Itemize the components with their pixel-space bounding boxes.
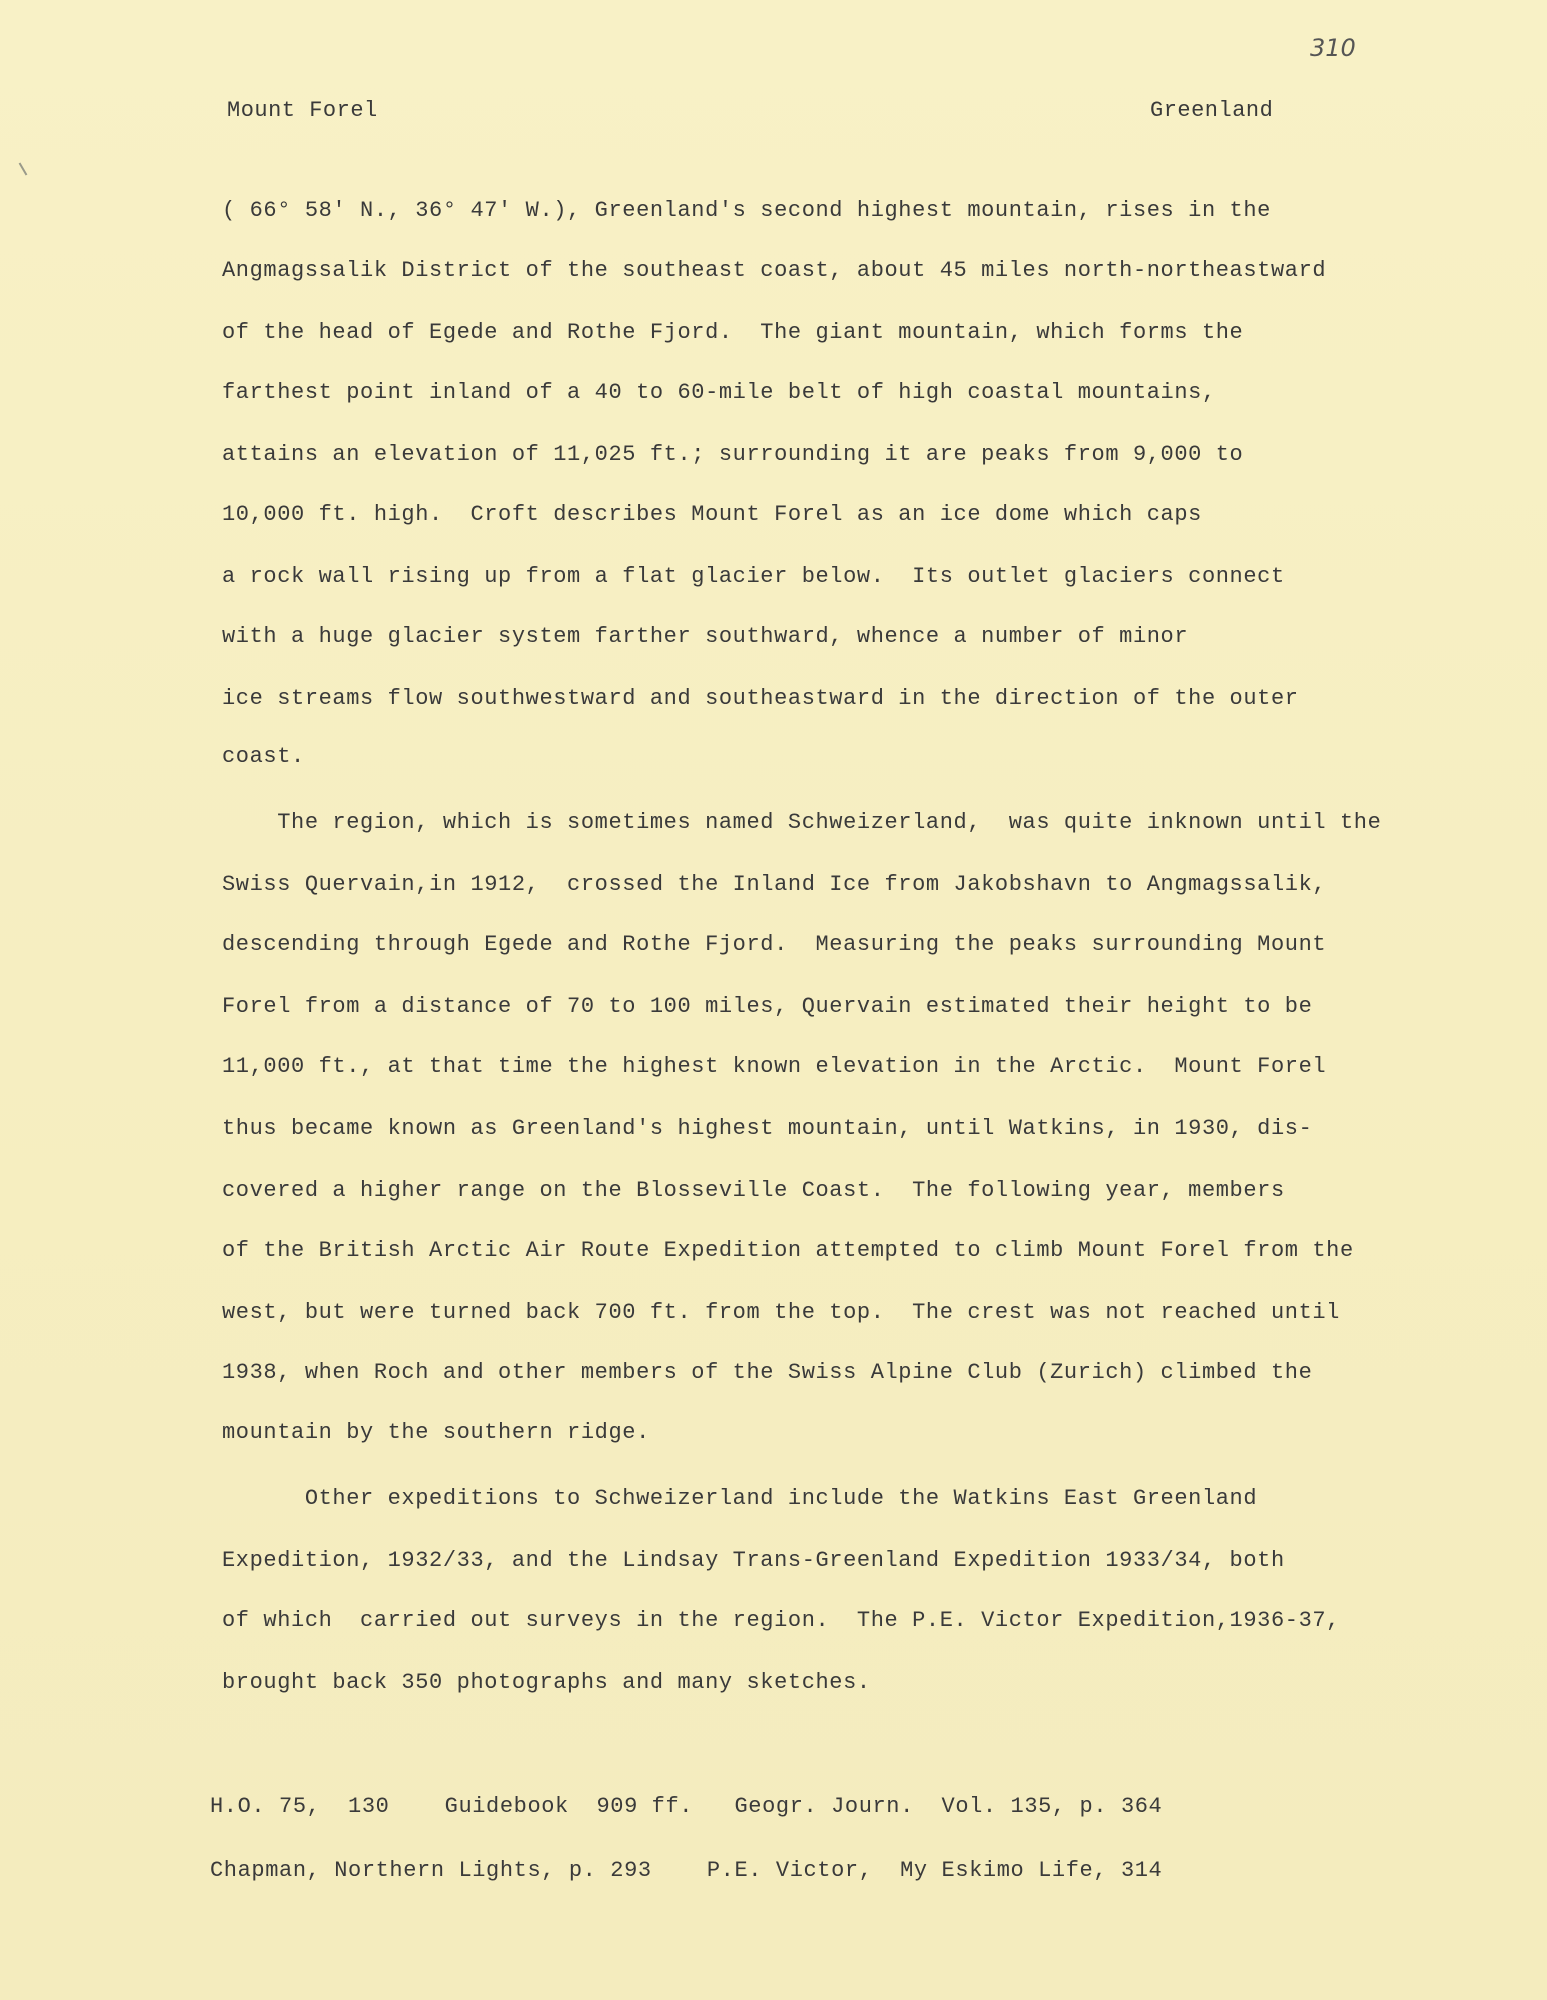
text-line: with a huge glacier system farther southward, whence a number of minor [222,624,1189,649]
stray-mark [19,162,28,175]
text-line: coast. [222,744,305,769]
text-line: Forel from a distance of 70 to 100 miles, Quervain estimated their height to be [222,994,1313,1019]
text-line: attains an elevation of 11,025 ft.; surrounding it are peaks from 9,000 to [222,442,1244,467]
text-line: thus became known as Greenland's highest mountain, until Watkins, in 1930, dis- [222,1116,1313,1141]
text-line: ice streams flow southwestward and southeastward in the direction of the outer [222,686,1299,711]
text-line: of the head of Egede and Rothe Fjord. The giant mountain, which forms the [222,320,1244,345]
reference-line: H.O. 75, 130 Guidebook 909 ff. Geogr. Journ. Vol. 135, p. 364 [210,1794,1163,1819]
reference-line: Chapman, Northern Lights, p. 293 P.E. Victor, My Eskimo Life, 314 [210,1858,1163,1883]
text-line: 11,000 ft., at that time the highest known elevation in the Arctic. Mount Forel [222,1054,1327,1079]
document-title: Mount Forel [227,98,378,123]
text-line: mountain by the southern ridge. [222,1420,650,1445]
text-line: of which carried out surveys in the region. The P.E. Victor Expedition,1936-37, [222,1608,1340,1633]
text-line: brought back 350 photographs and many sketches. [222,1670,871,1695]
text-line: Swiss Quervain,in 1912, crossed the Inland Ice from Jakobshavn to Angmagssalik, [222,872,1327,897]
text-line: 1938, when Roch and other members of the Swiss Alpine Club (Zurich) climbed the [222,1360,1313,1385]
text-line: of the British Arctic Air Route Expedition attempted to climb Mount Forel from the [222,1238,1354,1263]
text-line: farthest point inland of a 40 to 60-mile belt of high coastal mountains, [222,380,1216,405]
text-line: west, but were turned back 700 ft. from the top. The crest was not reached until [222,1300,1340,1325]
text-line: a rock wall rising up from a flat glacier below. Its outlet glaciers connect [222,564,1285,589]
text-line: Expedition, 1932/33, and the Lindsay Trans-Greenland Expedition 1933/34, both [222,1548,1285,1573]
text-line: 10,000 ft. high. Croft describes Mount Forel as an ice dome which caps [222,502,1202,527]
text-line: The region, which is sometimes named Schweizerland, was quite inknown until the [222,810,1382,835]
text-line: Angmagssalik District of the southeast coast, about 45 miles north-northeastward [222,258,1327,283]
text-line: ( 66° 58' N., 36° 47' W.), Greenland's second highest mountain, rises in the [222,198,1271,223]
text-line: Other expeditions to Schweizerland include the Watkins East Greenland [222,1486,1258,1511]
page-number: 310 [1310,34,1356,62]
document-region: Greenland [1150,98,1274,123]
text-line: descending through Egede and Rothe Fjord. Measuring the peaks surrounding Mount [222,932,1327,957]
text-line: covered a higher range on the Blosseville Coast. The following year, members [222,1178,1285,1203]
